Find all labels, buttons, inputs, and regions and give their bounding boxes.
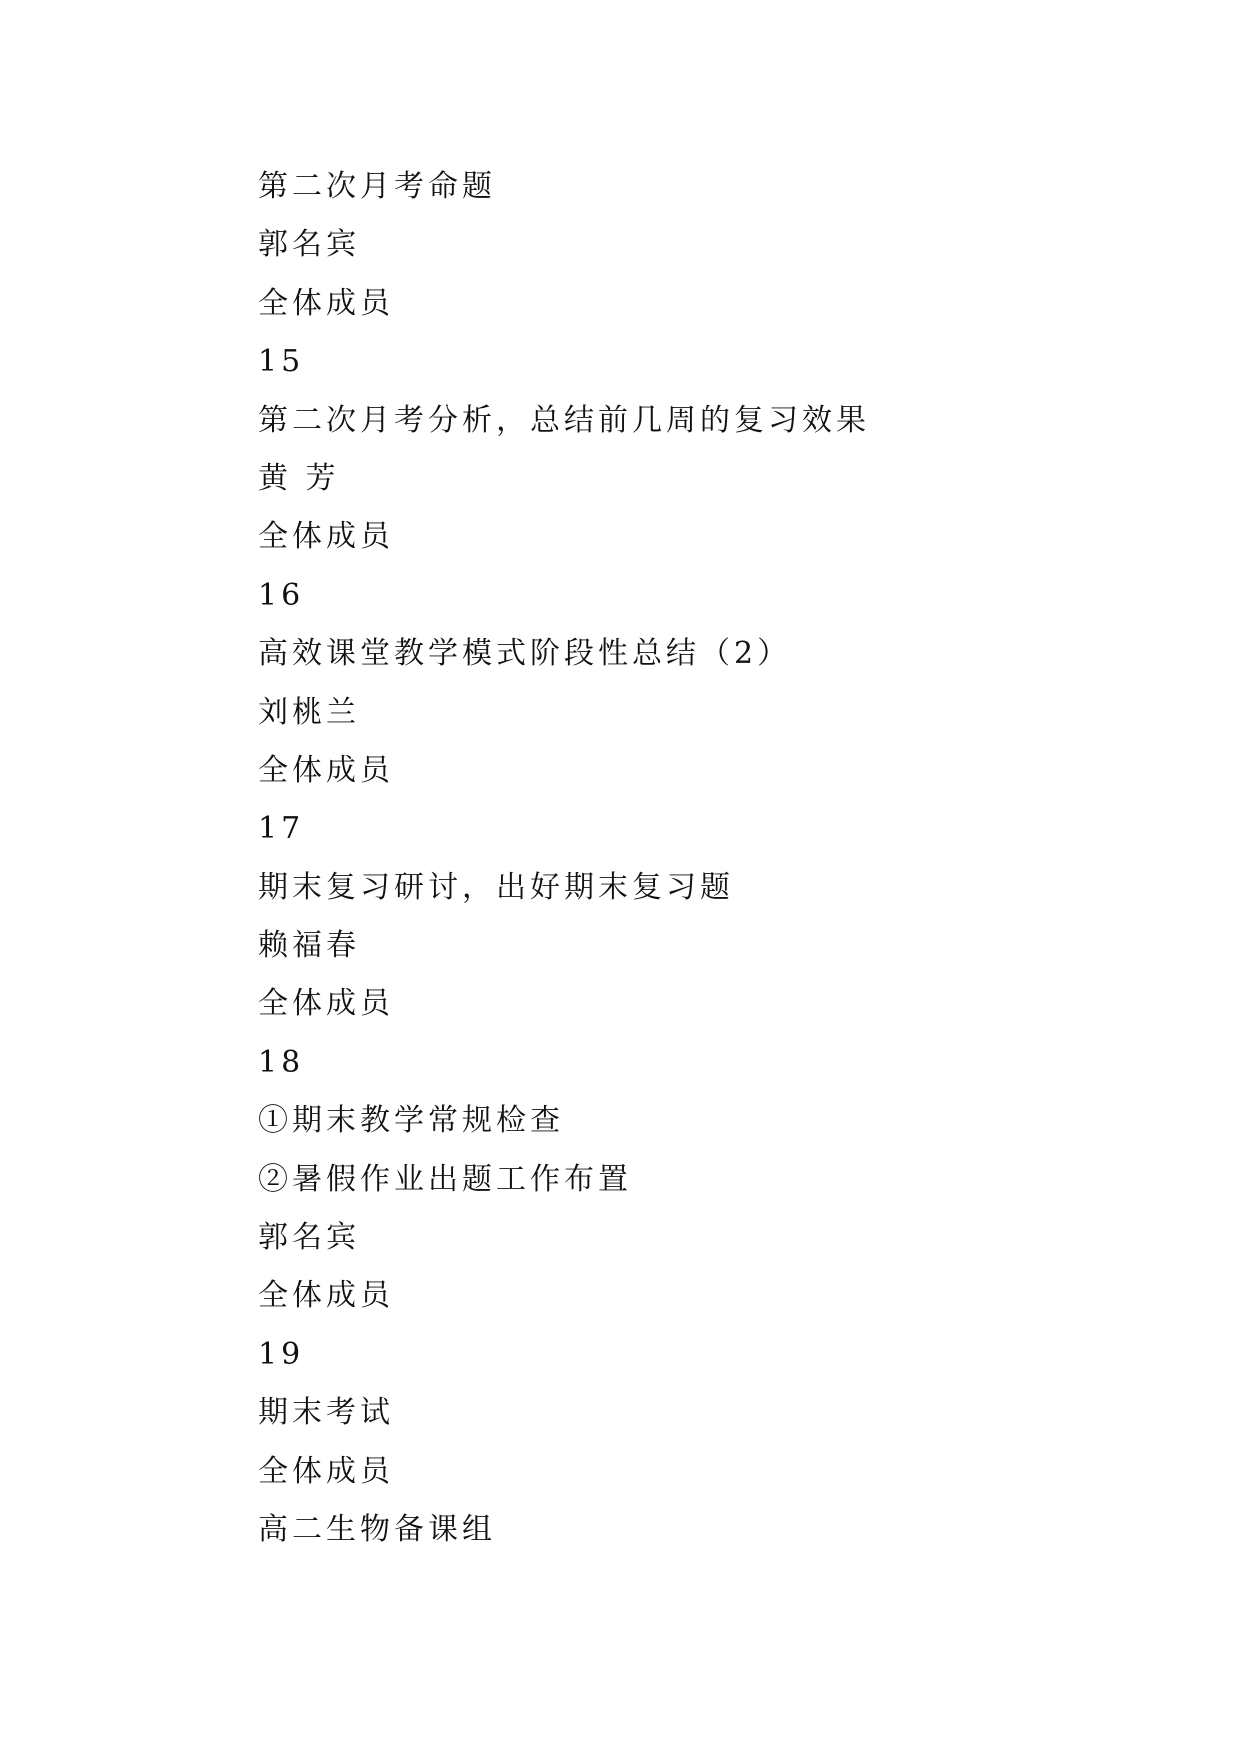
text-line-topic: 期末考试	[258, 1395, 394, 1431]
text-line-week-number: 18	[258, 1044, 305, 1080]
text-line-topic: ②暑假作业出题工作布置	[258, 1161, 632, 1197]
text-line-presenter: 黄 芳	[258, 460, 340, 496]
text-line-topic: 第二次月考分析，总结前几周的复习效果	[258, 402, 870, 438]
text-line-week-number: 16	[258, 577, 305, 613]
text-line-week-number: 17	[258, 811, 305, 847]
text-line-participants: 全体成员	[258, 1453, 394, 1489]
document-body	[258, 158, 1158, 1559]
text-line-presenter: 郭名宾	[258, 1220, 360, 1256]
text-line-week-number: 19	[258, 1336, 305, 1372]
text-line-topic: 期末复习研讨，出好期末复习题	[258, 869, 734, 905]
text-line-presenter: 刘桃兰	[258, 694, 360, 730]
text-line-topic: 第二次月考命题	[258, 169, 496, 204]
text-line-topic: ①期末教学常规检查	[258, 1103, 564, 1139]
text-line-week-number: 15	[258, 344, 305, 380]
text-line-presenter: 赖福春	[258, 928, 360, 964]
text-line-participants: 全体成员	[258, 1278, 394, 1314]
text-line-group-name: 高二生物备课组	[258, 1511, 496, 1547]
text-line-presenter: 郭名宾	[258, 227, 360, 263]
text-line-participants: 全体成员	[258, 986, 394, 1022]
text-line-participants: 全体成员	[258, 285, 394, 321]
text-line-participants: 全体成员	[258, 752, 394, 788]
text-line-topic: 高效课堂教学模式阶段性总结（2）	[258, 636, 792, 672]
text-line-participants: 全体成员	[258, 519, 394, 555]
